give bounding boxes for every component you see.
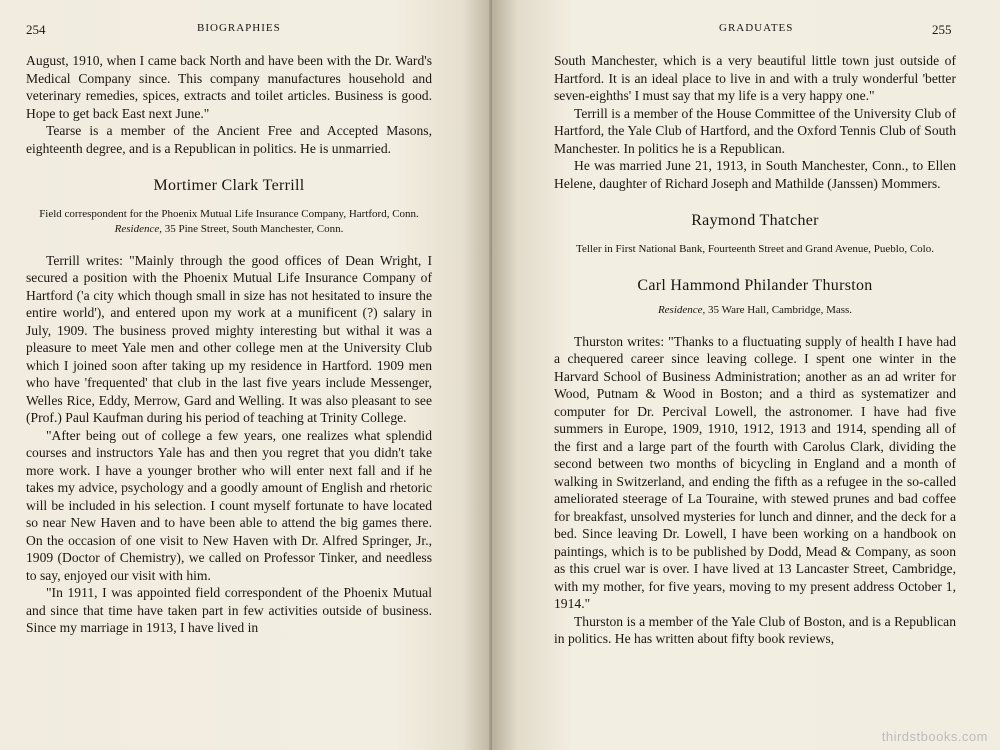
thurston-paragraph-2: Thurston is a member of the Yale Club of Boston, and is a Republican in politics. He has written about fifty book reviews, bbox=[554, 613, 956, 646]
terrill-residence bbox=[26, 222, 432, 236]
residence-label: Residence, bbox=[657, 303, 706, 316]
running-head-right: GRADUATES bbox=[719, 22, 794, 34]
thatcher-position: Teller in First National Bank, Fourteenth Street and Grand Avenue, Pueblo, Colo. bbox=[576, 243, 934, 255]
residence-address: 35 Ware Hall, Cambridge, Mass. bbox=[708, 303, 853, 316]
page-number-left: 254 bbox=[26, 22, 46, 37]
right-page bbox=[492, 0, 1000, 750]
residence-address: 35 Pine Street, South Manchester, Conn. bbox=[164, 222, 344, 235]
running-head-left: BIOGRAPHIES bbox=[197, 22, 281, 34]
tearse-paragraph: Tearse is a member of the Ancient Free and Accepted Masons, eighteenth degree, and is a Republican in politics. He is unmarried. bbox=[26, 123, 432, 156]
left-page bbox=[0, 0, 492, 750]
page-number-right: 255 bbox=[932, 22, 952, 37]
thatcher-name-heading: Raymond Thatcher bbox=[691, 212, 819, 229]
watermark: thirdstbooks.com bbox=[881, 729, 988, 744]
right-column bbox=[554, 52, 956, 648]
terrill-paragraph-2: "After being out of college a few years, one realizes what splendid courses and instructors Yale has and then you regret that you didn't take more work. I have a younger brother who will enter next fall and if he takes my advice, psychology and a goodly amount of English and rhetoric will be included in his selection. I count myself fortunate to have located so near New Haven and to have been able to attend the big games there. On the occasion of one visit to New Haven with Dr. Alfred Springer, Jr., 1909 (Doctor of Chemistry), we called on Professor Tinker, and needless to say, enjoyed our visit with him. bbox=[26, 427, 432, 583]
left-column bbox=[26, 52, 432, 637]
terrill-membership: Terrill is a member of the House Committee of the University Club of Hartford, the Yale Club of Hartford, and the Oxford Tennis Club of South Manchester. In politics he is a Republican. bbox=[554, 105, 956, 156]
continued-paragraph: August, 1910, when I came back North and have been with the Dr. Ward's Medical Company since. This company manufactures household and veterinary remedies, spices, extracts and toilet articles. Business is good. Hope to get back East next June." bbox=[26, 53, 432, 121]
terrill-marriage: He was married June 21, 1913, in South Manchester, Conn., to Ellen Helene, daughter of Richard Joseph and Mathilde (Janssen) Mommers. bbox=[554, 158, 956, 191]
terrill-position: Field correspondent for the Phoenix Mutual Life Insurance Company, Hartford, Conn. bbox=[39, 208, 419, 220]
terrill-name-heading: Mortimer Clark Terrill bbox=[153, 177, 305, 194]
terrill-paragraph-1: Terrill writes: "Mainly through the good offices of Dean Wright, I secured a position with the Phoenix Mutual Life Insurance Company of Hartford ('a city which though small in size has not hesitated to insure the entire world'), and entered upon my work at a munificent (?) salary in July, 1909. The business proved mighty interesting but withal it was a pleasure to meet Yale men and other college men at the University Club which I joined soon after taking up my residence in Hartford. 1909 men who have 'frequented' that club in the last five years include Messenger, Welles Rice, Eddy, Merrow, Gard and Welling. It was also pleasant to see (Prof.) Paul Kaufman during his period of teaching at Trinity College. bbox=[26, 252, 432, 425]
continued-paragraph-right: South Manchester, which is a very beautiful little town just outside of Hartford. It is an ideal place to live in and with a truly wonderful 'better seven-eighths' I must say that my life is a very happy one." bbox=[554, 53, 956, 103]
thurston-residence bbox=[554, 303, 956, 317]
thurston-name-heading: Carl Hammond Philander Thurston bbox=[637, 276, 873, 294]
terrill-paragraph-3: "In 1911, I was appointed field correspondent of the Phoenix Mutual and since that time have taken part in few activities outside of business. Since my marriage in 1913, I have lived in bbox=[26, 585, 432, 635]
thurston-paragraph-1: Thurston writes: "Thanks to a fluctuating supply of health I have had a chequered career since leaving college. I spent one winter in the Harvard School of Business Administration; another as an ad writer for Wood, Putnam & Wood in Boston; and a third as systematizer and computer for Dr. Percival Lowell, the astronomer. I have had five summers in Europe, 1909, 1910, 1912, 1913 and 1914, spending all of the first and a large part of the fourth with Carolus Clark, dividing the second between two months of bicycling in England and a month of walking in Switzerland, and ending the fifth as a refugee in the so-called ameliorated steerage of La Touraine, with stewed prunes and bad coffee for breakfast, unsolved mysteries for lunch and dinner, and the deck for a bed. Since leaving Dr. Lowell, I have been working on a handbook on paintings, which is to be published by Dodd, Mead & Company, as soon as this cruel war is over. I have lived at 13 Lancaster Street, Cambridge, with my mother, for five years, moving to my present address October 1, 1914." bbox=[554, 333, 956, 611]
residence-label: Residence, bbox=[114, 222, 162, 235]
